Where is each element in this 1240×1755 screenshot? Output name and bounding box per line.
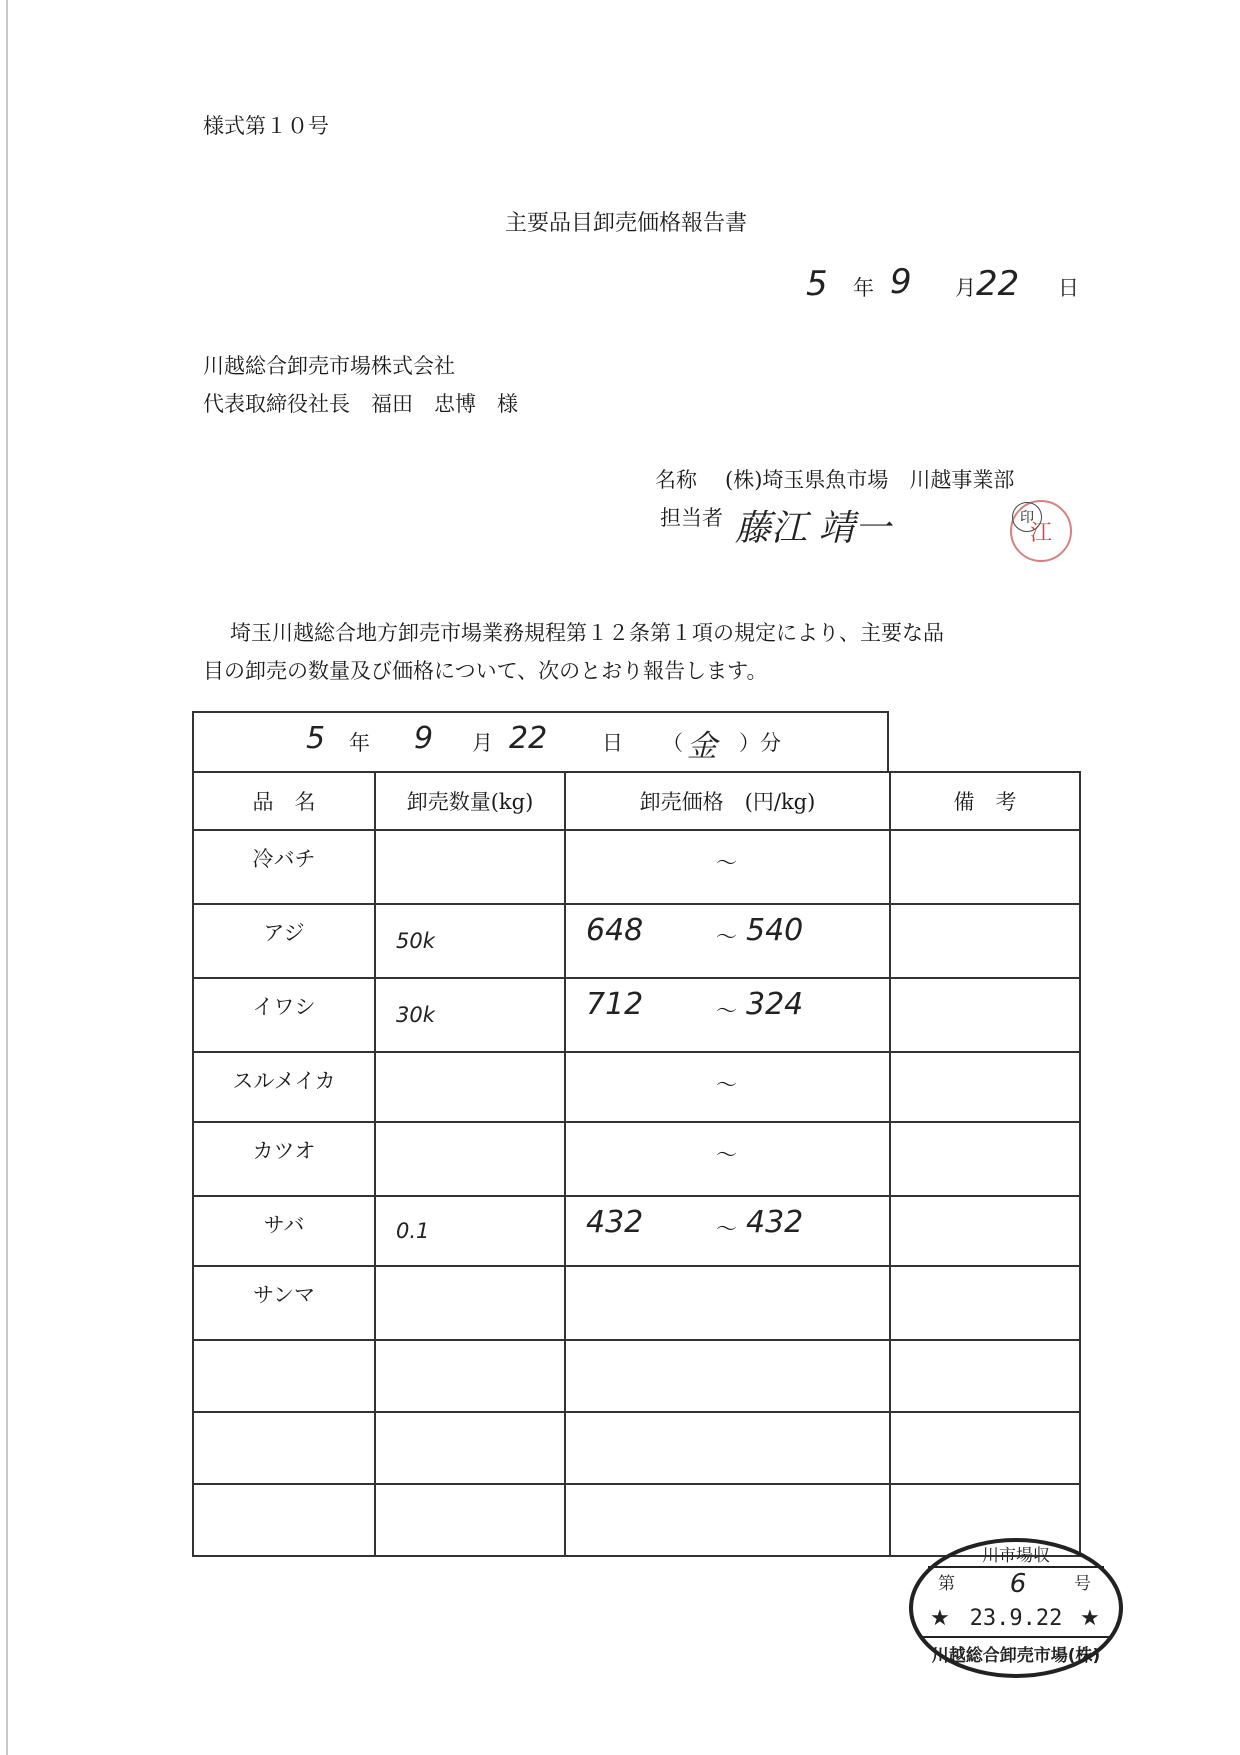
star-left-icon: ★: [930, 1606, 950, 1631]
price-range-tilde: ～: [716, 1217, 737, 1241]
cell-quantity: [375, 1266, 565, 1340]
table-month-value: 9: [414, 721, 434, 756]
cell-quantity: 0.1: [375, 1196, 565, 1266]
column-header-price: 卸売価格 (円/kg): [565, 772, 890, 830]
column-header-item: 品 名: [193, 772, 375, 830]
receipt-stamp: [908, 1537, 1124, 1679]
table-month-unit: 月: [472, 731, 493, 755]
cell-item: [193, 1340, 375, 1412]
cell-price: [565, 978, 890, 1052]
table-row: [193, 1122, 1080, 1196]
stamp-left-mark: 第: [938, 1574, 955, 1594]
cell-price: [565, 1122, 890, 1196]
form-number: 様式第１０号: [203, 114, 329, 138]
cell-note: [890, 1340, 1080, 1412]
price-high: 540: [746, 913, 804, 948]
stamp-date: 23.9.22: [969, 1606, 1063, 1631]
price-range-tilde: ～: [716, 1143, 737, 1167]
cell-quantity: [375, 1484, 565, 1556]
cell-item: [193, 1412, 375, 1484]
sender-name-label: 名称: [655, 468, 697, 492]
stamp-number: 6: [1009, 1569, 1027, 1599]
cell-quantity: [375, 830, 565, 904]
price-range-tilde: ～: [716, 999, 737, 1023]
column-header-note: 備 考: [890, 772, 1080, 830]
table-row: [193, 1196, 1080, 1266]
stamp-bottom-text: 川越総合卸売市場(株): [931, 1646, 1101, 1666]
cell-price: [565, 1052, 890, 1122]
cell-quantity: [375, 1122, 565, 1196]
cell-price: [565, 1340, 890, 1412]
page-title: 主要品目卸売価格報告書: [505, 211, 748, 236]
table-row: [193, 904, 1080, 978]
cell-quantity: 30k: [375, 978, 565, 1052]
table-year-unit: 年: [349, 731, 370, 755]
cell-quantity: 50k: [375, 904, 565, 978]
price-low: 432: [586, 1205, 644, 1240]
table-day-value: 22: [509, 721, 548, 756]
cell-note: [890, 1196, 1080, 1266]
cell-item: 冷バチ: [193, 830, 375, 904]
cell-note: [890, 1052, 1080, 1122]
cell-item: イワシ: [193, 978, 375, 1052]
cell-item: サバ: [193, 1196, 375, 1266]
cell-item: アジ: [193, 904, 375, 978]
cell-item: [193, 1484, 375, 1556]
price-range-tilde: ～: [716, 851, 737, 875]
cell-price: [565, 830, 890, 904]
price-high: 432: [746, 1205, 804, 1240]
scan-edge-line: [6, 0, 8, 1755]
body-line-2: 目の卸売の数量及び価格について、次のとおり報告します。: [203, 659, 768, 683]
table-row: [193, 978, 1080, 1052]
cell-note: [890, 1412, 1080, 1484]
table-day-unit: 日: [602, 731, 623, 755]
cell-price: [565, 1412, 890, 1484]
cell-quantity: [375, 1340, 565, 1412]
seal-mark-icon: [1012, 502, 1042, 532]
cell-note: [890, 904, 1080, 978]
cell-note: [890, 830, 1080, 904]
cell-item: スルメイカ: [193, 1052, 375, 1122]
price-high: 324: [746, 987, 804, 1022]
seal-mark-text: 印: [1020, 510, 1034, 526]
table-row: [193, 1412, 1080, 1484]
table-date-header: [192, 711, 889, 771]
table-weekday: 金: [687, 729, 717, 764]
price-table: [192, 771, 1081, 1557]
report-day-value: 22: [976, 264, 1020, 304]
table-row: [193, 830, 1080, 904]
seal-text: 江: [1029, 520, 1052, 546]
cell-quantity: [375, 1412, 565, 1484]
cell-note: [890, 1266, 1080, 1340]
table-row: [193, 1266, 1080, 1340]
report-year-unit: 年: [853, 276, 874, 300]
cell-price: [565, 1484, 890, 1556]
sender-signature: 藤江 靖一: [735, 508, 891, 549]
price-low: 648: [586, 913, 644, 948]
sender-name-value: (株)埼玉県魚市場 川越事業部: [725, 468, 1015, 492]
table-weekday-open: （: [662, 731, 683, 755]
body-line-1: 埼玉川越総合地方卸売市場業務規程第１２条第１項の規定により、主要な品: [230, 621, 944, 645]
table-header-row: [193, 772, 1080, 830]
star-right-icon: ★: [1080, 1606, 1100, 1631]
cell-item: カツオ: [193, 1122, 375, 1196]
report-year-value: 5: [806, 264, 828, 304]
recipient-person: 代表取締役社長 福田 忠博 様: [203, 392, 518, 416]
cell-quantity: [375, 1052, 565, 1122]
cell-price: [565, 1266, 890, 1340]
cell-note: [890, 978, 1080, 1052]
sender-person-label: 担当者: [660, 506, 723, 530]
price-range-tilde: ～: [716, 1073, 737, 1097]
report-month-unit: 月: [955, 276, 976, 300]
cell-item: サンマ: [193, 1266, 375, 1340]
table-row: [193, 1340, 1080, 1412]
stamp-right-mark: 号: [1074, 1574, 1091, 1594]
table-weekday-close: ）分: [739, 731, 781, 755]
report-day-unit: 日: [1058, 276, 1079, 300]
report-month-value: 9: [890, 262, 912, 302]
cell-note: [890, 1122, 1080, 1196]
price-low: 712: [586, 987, 644, 1022]
table-row: [193, 1052, 1080, 1122]
cell-price: [565, 904, 890, 978]
cell-price: [565, 1196, 890, 1266]
table-year-value: 5: [306, 721, 326, 756]
price-range-tilde: ～: [716, 925, 737, 949]
stamp-top-text: 川市場収: [982, 1546, 1050, 1566]
recipient-company: 川越総合卸売市場株式会社: [203, 354, 455, 378]
column-header-quantity: 卸売数量(kg): [375, 772, 565, 830]
